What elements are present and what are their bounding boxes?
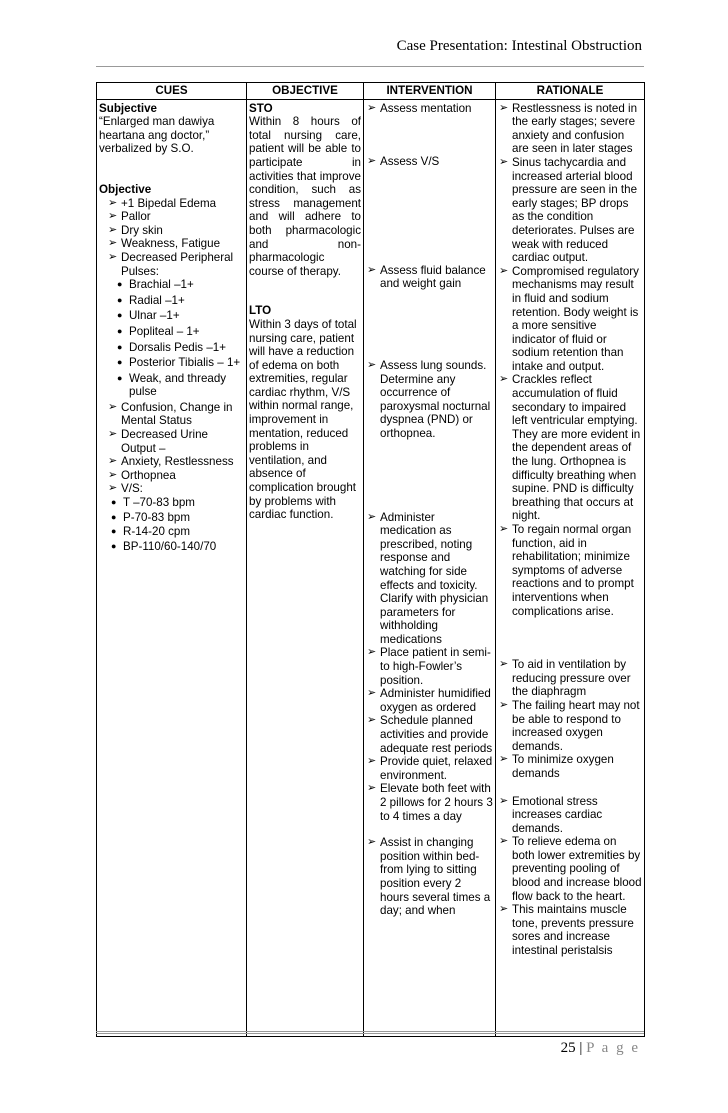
list-item: ➢ Assess fluid balance and weight gain (366, 264, 493, 291)
list-item: ● Brachial –1+ (117, 278, 244, 292)
list-item: ➢ Anxiety, Restlessness (107, 455, 244, 469)
intervention-list (366, 102, 493, 918)
subjective-heading: Subjective (99, 101, 157, 115)
list-item: ➢ Restlessness is noted in the early stages; severe anxiety and confusion are seen in later stages (498, 102, 642, 156)
list-item: ➢ Assess mentation (366, 102, 493, 116)
sto-text: Within 8 hours of total nursing care, patient will be able to participate in activities that improve condition, such as stress management and will adhere to both pharmacologic and non-pharmacologic course of therapy. (249, 115, 361, 278)
list-item: ● Weak, and thready pulse (117, 372, 244, 399)
list-item: ➢ Elevate both feet with 2 pillows for 2 hours 3 to 4 times a day (366, 782, 493, 823)
list-item: ● Dorsalis Pedis –1+ (117, 341, 244, 355)
rationale-cell (496, 99, 645, 1036)
column-header-intervention: INTERVENTION (364, 83, 496, 100)
list-item: ● BP-110/60-140/70 (111, 540, 244, 554)
list-item: ➢ Schedule planned activities and provide adequate rest periods (366, 714, 493, 755)
list-item: ➢ Assess V/S (366, 155, 493, 169)
lto-heading: LTO (249, 304, 272, 318)
list-item: ➢ Provide quiet, relaxed environment. (366, 755, 493, 782)
objective-cues-list-2 (99, 401, 244, 496)
page-separator: | (579, 1040, 583, 1056)
list-item: ● P-70-83 bpm (111, 511, 244, 525)
column-header-cues: CUES (97, 83, 247, 100)
nursing-care-plan-table (96, 82, 645, 1037)
list-item: ➢ Crackles reflect accumulation of fluid secondary to impaired left ventricular emptying. They are more evident in the dependent areas of the lung. Orthopnea is difficulty breathing when supine. PND is difficulty breathing that occurs at night. (498, 373, 642, 523)
list-item: ● Radial –1+ (117, 294, 244, 308)
list-item: ➢ Orthopnea (107, 469, 244, 483)
list-item: ● T –70-83 bpm (111, 496, 244, 510)
subjective-line: heartana ang doctor,” (99, 128, 210, 142)
table-header-row (97, 83, 645, 100)
column-header-objective: OBJECTIVE (247, 83, 364, 100)
list-item: ➢ Confusion, Change in Mental Status (107, 401, 244, 428)
list-item: ➢ Emotional stress increases cardiac demands. (498, 795, 642, 836)
list-item: ➢ Decreased Urine Output – (107, 428, 244, 455)
list-item: ➢ Assess lung sounds. Determine any occurrence of paroxysmal nocturnal dyspnea (PND) or orthopnea. (366, 359, 493, 441)
objective-heading: Objective (99, 182, 152, 196)
page-header-title: Case Presentation: Intestinal Obstruction (396, 38, 642, 54)
cues-cell (97, 99, 247, 1036)
list-item: ➢ +1 Bipedal Edema (107, 197, 244, 211)
list-item: ➢ To regain normal organ function, aid in rehabilitation; minimize symptoms of adverse reactions and to prompt interventions when complications arise. (498, 523, 642, 618)
list-item: ➢ Assist in changing position within bed- from lying to sitting position every 2 hours several times a day; and when (366, 836, 493, 918)
objective-cues-list (99, 197, 244, 279)
list-item: ➢ Weakness, Fatigue (107, 237, 244, 251)
subjective-line: verbalized by S.O. (99, 142, 194, 156)
pulses-list (99, 278, 244, 399)
lto-text: Within 3 days of total nursing care, patient will have a reduction of edema on both extremities, regular cardiac rhythm, V/S within normal range, improvement in mentation, reduced problems in ventilation, and absence of complication brought by problems with cardiac function. (249, 317, 357, 522)
list-item: ➢ Sinus tachycardia and increased arterial blood pressure are seen in the early stages; BP drops as the condition deteriorates. Pulses are weak with reduced cardiac output. (498, 156, 642, 265)
intervention-cell (364, 99, 496, 1036)
footer-rule (96, 1031, 644, 1034)
list-item: ➢ The failing heart may not be able to respond to increased oxygen demands. (498, 699, 642, 753)
table-row (97, 99, 645, 1036)
list-item: ➢ This maintains muscle tone, prevents pressure sores and increase intestinal peristalsis (498, 903, 642, 957)
list-item: ➢ Decreased Peripheral Pulses: (107, 251, 244, 278)
list-item: ➢ To relieve edema on both lower extremities by preventing pooling of blood and increase blood flow back to the heart. (498, 835, 642, 903)
page-label: P a g e (586, 1040, 640, 1056)
sto-heading: STO (249, 101, 273, 115)
list-item: ● R-14-20 cpm (111, 525, 244, 539)
list-item: ➢ Dry skin (107, 224, 244, 238)
list-item: ➢ To minimize oxygen demands (498, 753, 642, 780)
column-header-rationale: RATIONALE (496, 83, 645, 100)
page-number: 25 (560, 1040, 576, 1056)
list-item: ➢ Administer medication as prescribed, noting response and watching for side effects and toxicity. Clarify with physician parameters for withholding medications (366, 511, 493, 647)
list-item: ➢ Pallor (107, 210, 244, 224)
list-item: ➢ V/S: (107, 482, 244, 496)
page-footer (561, 1040, 640, 1057)
list-item: ● Posterior Tibialis – 1+ (117, 356, 244, 370)
list-item: ● Ulnar –1+ (117, 309, 244, 323)
subjective-line: “Enlarged man dawiya (99, 115, 215, 129)
list-item: ➢ Compromised regulatory mechanisms may result in fluid and sodium retention. Body weight is a more sensitive indicator of fluid or sodium retention than intake and output. (498, 265, 642, 374)
list-item: ➢ Administer humidified oxygen as ordered (366, 687, 493, 714)
list-item: ➢ To aid in ventilation by reducing pressure over the diaphragm (498, 658, 642, 699)
vital-signs-list (99, 496, 244, 553)
list-item: ➢ Place patient in semi- to high-Fowler’s position. (366, 646, 493, 687)
rationale-list (498, 102, 642, 958)
list-item: ● Popliteal – 1+ (117, 325, 244, 339)
header-rule (96, 66, 644, 67)
objective-cell (247, 99, 364, 1036)
